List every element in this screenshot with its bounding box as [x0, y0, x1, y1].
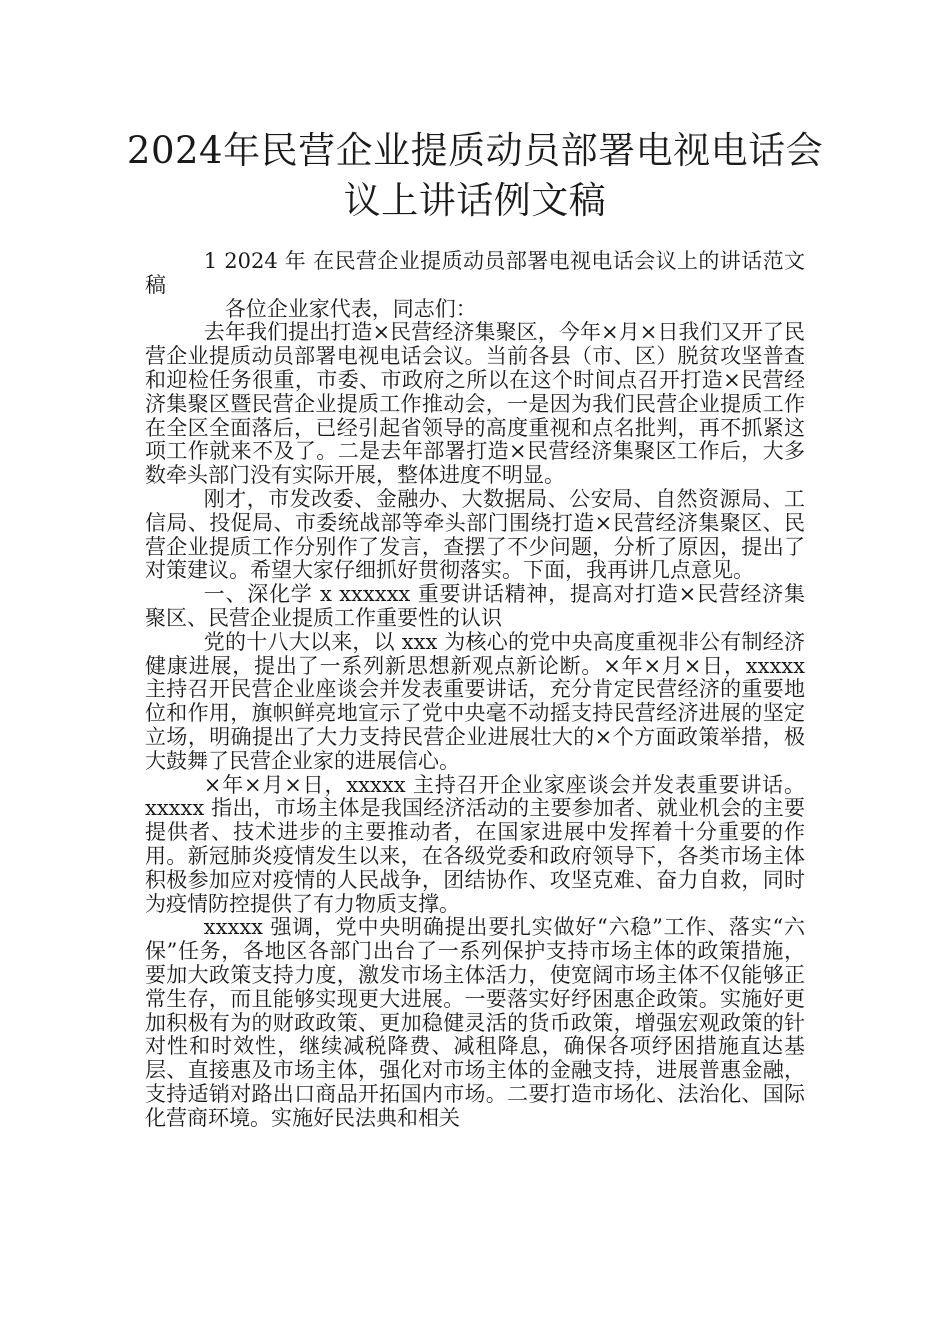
salutation: 各位企业家代表，同志们：: [224, 296, 477, 321]
paragraph: xxxxx 强调，党中央明确提出要扎实做好“六稳”工作、落实“六保”任务，各地区各部门出台了一系列保护支持市场主体的政策措施，要加大政策支持力度，激发市场主体活力，使宽阔市场主体不仅能够正常生存，而且能够实现更大进展。一要落实好纾困惠企政策。实施好更加积极有为的财政政策、更加稳健灵活的货币政策，增强宏观政策的针对性和时效性，继续减税降费、减租降息，确保各项纾困措施直达基层、直接惠及市场主体，强化对市场主体的金融支持，进展普惠金融，支持适销对路出口商品开拓国内市场。二要打造市场化、法治化、国际化营商环境。实施好民法典和相关: [145, 915, 805, 1130]
document-title: [120, 126, 830, 226]
title-line-2: 议上讲话例文稿: [343, 179, 607, 222]
paragraph: 党的十八大以来，以 xxx 为核心的党中央高度重视非公有制经济健康进展，提出了一系列新思想新观点新论断。×年×月×日，xxxxx 主持召开民营企业座谈会并发表重要讲话，充分肯定民营经济的重要地位和作用，旗帜鲜亮地宣示了党中央毫不动摇支持民营经济进展的坚定立场，明确提出了大力支持民营企业进展壮大的×个方面政策举措，极大鼓舞了民营企业家的进展信心。: [145, 629, 805, 773]
document-subtitle: 1 2024 年 在民营企业提质动员部署电视电话会议上的讲话范文稿: [145, 249, 805, 297]
title-line-1: 2024年民营企业提质动员部署电视电话会: [126, 129, 824, 172]
paragraph: 去年我们提出打造×民营经济集聚区，今年×月×日我们又开了民营企业提质动员部署电视电话会议。当前各县（市、区）脱贫攻坚普查和迎检任务很重，市委、市政府之所以在这个时间点召开打造×民营经济集聚区暨民营企业提质工作推动会，一是因为我们民营企业提质工作在全区全面落后，已经引起省领导的高度重视和点名批判，再不抓紧这项工作就来不及了。二是去年部署打造×民营经济集聚区工作后，大多数牵头部门没有实际开展，整体进度不明显。: [145, 320, 805, 488]
paragraph: ×年×月×日，xxxxx 主持召开企业家座谈会并发表重要讲话。xxxxx 指出，市场主体是我国经济活动的主要参加者、就业机会的主要提供者、技术进步的主要推动者，在国家进展中发挥着十分重要的作用。新冠肺炎疫情发生以来，在各级党委和政府领导下，各类市场主体积极参加应对疫情的人民战争，团结协作、攻坚克难、奋力自救，同时为疫情防控提供了有力物质支撑。: [145, 772, 805, 916]
section-heading: 一、深化学 x xxxxxx 重要讲话精神，提高对打造×民营经济集聚区、民营企业提质工作重要性的认识: [145, 582, 805, 630]
paragraph: 刚才，市发改委、金融办、大数据局、公安局、自然资源局、工信局、投促局、市委统战部等牵头部门围绕打造×民营经济集聚区、民营企业提质工作分别作了发言，查摆了不少问题，分析了原因，提出了对策建议。希望大家仔细抓好贯彻落实。下面，我再讲几点意见。: [145, 486, 805, 583]
document-body: [145, 250, 805, 1130]
